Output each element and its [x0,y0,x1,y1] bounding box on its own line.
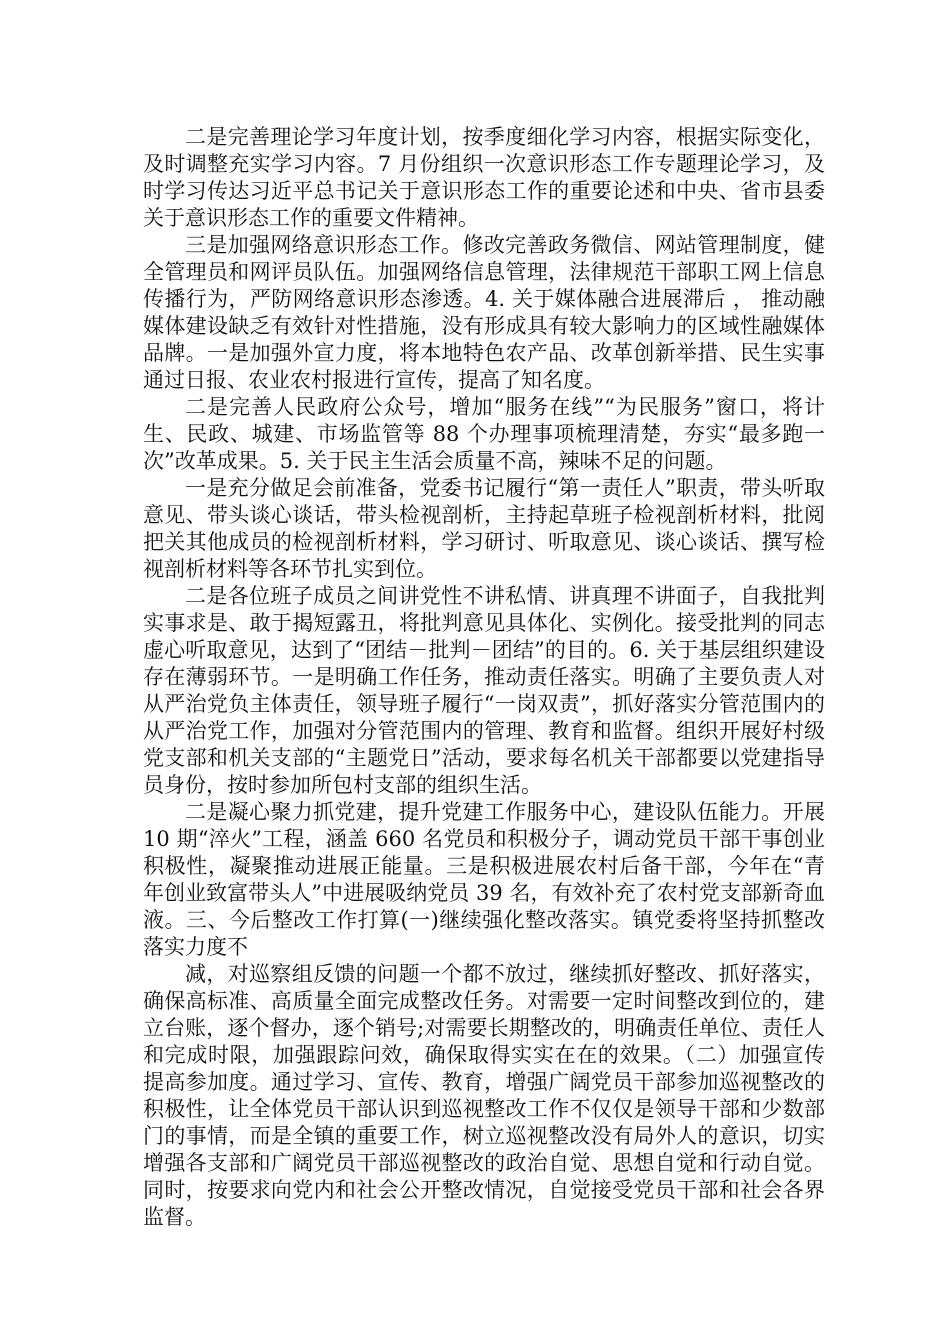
document-body [143,124,825,1231]
paragraph-7: 减，对巡察组反馈的问题一个都不放过，继续抓好整改、抓好落实，确保高标准、高质量全面完成整改任务。对需要一定时间整改到位的，建立台账，逐个督办，逐个销号;对需要长期整改的，明确责任单位、责任人和完成时限，加强跟踪问效，确保取得实实在在的效果。（二）加强宣传提高参加度。通过学习、宣传、教育，增强广阔党员干部参加巡视整改的积极性，让全体党员干部认识到巡视整改工作不仅仅是领导干部和少数部门的事情，而是全镇的重要工作，树立巡视整改没有局外人的意识，切实增强各支部和广阔党员干部巡视整改的政治自觉、思想自觉和行动自觉。同时，按要求向党内和社会公开整改情况，自觉接受党员干部和社会各界监督。 [143,962,825,1229]
paragraph-3: 二是完善人民政府公众号，增加“服务在线”“为民服务”窗口，将计生、民政、城建、市场监管等 88 个办理事项梳理清楚，夯实“最多跑一次”改革成果。5. 关于民主生活会质量不高，辣味不足的问题。 [143,395,825,473]
paragraph-1: 二是完善理论学习年度计划，按季度细化学习内容，根据实际变化，及时调整充实学习内容。7 月份组织一次意识形态工作专题理论学习，及时学习传达习近平总书记关于意识形态工作的重要论述和中央、省市县委关于意识形态工作的重要文件精神。 [143,125,825,230]
paragraph-4: 一是充分做足会前准备，党委书记履行“第一责任人”职责，带头听取意见、带头谈心谈话，带头检视剖析，主持起草班子检视剖析材料，批阅把关其他成员的检视剖析材料，学习研讨、听取意见、谈心谈话、撰写检视剖析材料等各环节扎实到位。 [143,476,825,581]
paragraph-2: 三是加强网络意识形态工作。修改完善政务微信、网站管理制度，健全管理员和网评员队伍。加强网络信息管理，法律规范干部职工网上信息传播行为，严防网络意识形态渗透。4. 关于媒体融合进展滞后 ， 推动融媒体建设缺乏有效针对性措施，没有形成具有较大影响力的区域性融媒体品牌。一是加强外宣力度，将本地特色农产品、改革创新举措、民生实事通过日报、农业农村报进行宣传，提高了知名度。 [143,233,825,392]
paragraph-6: 二是凝心聚力抓党建，提升党建工作服务中心，建设队伍能力。开展 10 期“淬火”工程，涵盖 660 名党员和积极分子，调动党员干部干事创业积极性，凝聚推动进展正能量。三是积极进展农村后备干部，今年在“青年创业致富带头人”中进展吸纳党员 39 名，有效补充了农村党支部新奇血液。三、今后整改工作打算(一)继续强化整改落实。镇党委将坚持抓整改落实力度不 [143,800,825,959]
paragraph-5: 二是各位班子成员之间讲党性不讲私情、讲真理不讲面子，自我批判实事求是、敢于揭短露丑，将批判意见具体化、实例化。接受批判的同志虚心听取意见，达到了“团结－批判－团结”的目的。6. 关于基层组织建设存在薄弱环节。一是明确工作任务，推动责任落实。明确了主要负责人对从严治党负主体责任，领导班子履行“一岗双责”，抓好落实分管范围内的从严治党工作，加强对分管范围内的管理、教育和监督。组织开展好村级党支部和机关支部的“主题党日”活动，要求每名机关干部都要以党建指导员身份，按时参加所包村支部的组织生活。 [143,584,825,797]
